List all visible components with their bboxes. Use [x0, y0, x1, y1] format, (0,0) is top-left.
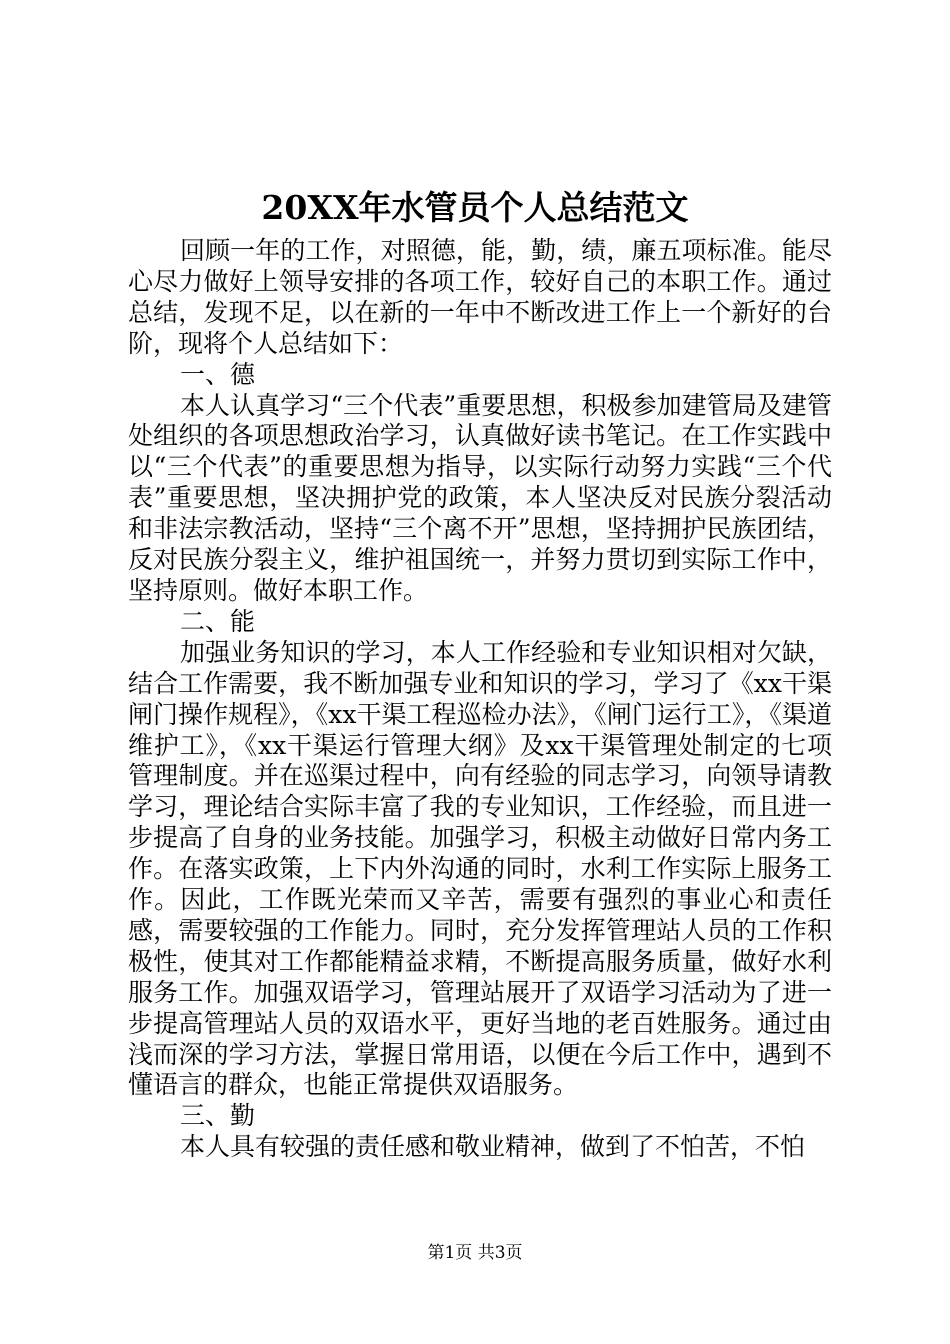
document-title: 20XX年水管员个人总结范文 [261, 188, 689, 227]
section-heading-qin: 三、勤 [180, 1101, 256, 1131]
section-heading-de: 一、德 [180, 359, 256, 389]
section-heading-neng: 二、能 [180, 606, 256, 636]
paragraph-de: 本人认真学习“三个代表”重要思想，积极参加建管局及建管处组织的各项思想政治学习，认真做好读书笔记。在工作实践中以“三个代表”的重要思想为指导，以实际行动努力实践“三个代表”重要思想，坚决拥护党的政策，本人坚决反对民族分裂活动和非法宗教活动，坚持“三个离不开”思想，坚持拥护民族团结，反对民族分裂主义，维护祖国统一，并努力贯切到实际工作中，坚持原则。做好本职工作。 [128, 390, 832, 605]
document-body [128, 236, 832, 1163]
paragraph-intro: 回顾一年的工作，对照德，能，勤，绩，廉五项标准。能尽心尽力做好上领导安排的各项工作，较好自己的本职工作。通过总结，发现不足，以在新的一年中不断改进工作上一个新好的台阶，现将个人总结如下： [128, 236, 832, 358]
paragraph-neng: 加强业务知识的学习，本人工作经验和专业知识相对欠缺，结合工作需要，我不断加强专业和知识的学习，学习了《xx干渠闸门操作规程》，《xx干渠工程巡检办法》，《闸门运行工》，《渠道维护工》，《xx干渠运行管理大纲》及xx干渠管理处制定的七项管理制度。并在巡渠过程中，向有经验的同志学习，向领导请教学习，理论结合实际丰富了我的专业知识，工作经验，而且进一步提高了自身的业务技能。加强学习，积极主动做好日常内务工作。在落实政策，上下内外沟通的同时，水利工作实际上服务工作。因此，工作既光荣而又辛苦，需要有强烈的事业心和责任感，需要较强的工作能力。同时，充分发挥管理站人员的工作积极性，使其对工作都能精益求精，不断提高服务质量，做好水利服务工作。加强双语学习，管理站展开了双语学习活动为了进一步提高管理站人员的双语水平，更好当地的老百姓服务。通过由浅而深的学习方法，掌握日常用语，以便在今后工作中，遇到不懂语言的群众，也能正常提供双语服务。 [128, 637, 832, 1100]
page-footer: 第1页 共3页 [427, 1243, 523, 1263]
paragraph-qin: 本人具有较强的责任感和敬业精神，做到了不怕苦，不怕 [180, 1132, 806, 1162]
